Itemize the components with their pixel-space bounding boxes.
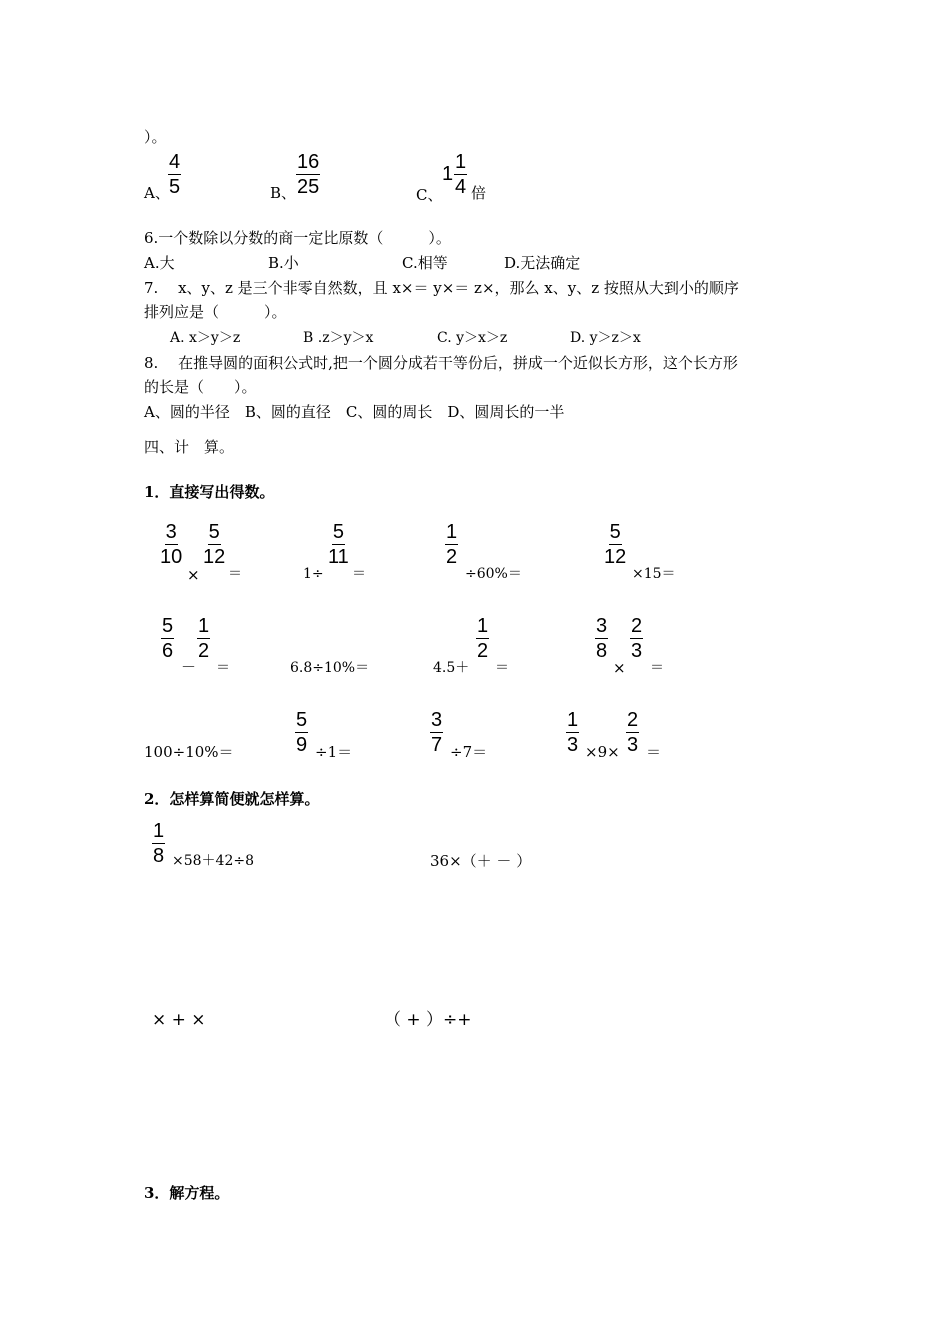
equals: ＝ (495, 660, 509, 676)
numerator: 1 (567, 709, 579, 731)
q5-option-c-whole: 1 (442, 163, 454, 185)
q7-option-b: B .z＞y＞x (303, 330, 374, 346)
numerator: 2 (631, 615, 643, 637)
expression-suffix: ×58＋42÷8 (172, 853, 254, 869)
numerator: 3 (596, 615, 608, 637)
q5-option-c-fraction (454, 151, 467, 198)
numerator: 5 (609, 521, 621, 543)
q8-options: A、圆的半径 B、圆的直径 C、圆的周长 D、圆周长的一半 (144, 403, 565, 421)
denominator: 10 (160, 546, 183, 568)
numerator: 5 (162, 615, 174, 637)
q5-option-b-fraction (296, 151, 320, 198)
denominator: 3 (567, 734, 579, 756)
expression-suffix: ÷7＝ (450, 743, 488, 761)
q8-stem-line2: 的长是（ ）。 (144, 378, 257, 396)
q5-option-c-suffix: 倍 (471, 184, 487, 202)
q7-option-c: C. y＞x＞z (437, 330, 508, 346)
expression: 36×（＋ － ） (430, 852, 532, 870)
denominator: 8 (596, 640, 608, 662)
denominator: 11 (328, 546, 349, 568)
q6-option-a: A.大 (144, 254, 175, 272)
fraction (566, 709, 579, 756)
q5-option-c-label: C、 (416, 186, 443, 204)
numerator: 5 (208, 521, 220, 543)
numerator: 1 (455, 151, 467, 173)
expression-middle: ×9× (585, 743, 620, 761)
fraction (476, 615, 489, 662)
expression-suffix: ×15＝ (632, 566, 676, 582)
denominator: 5 (169, 176, 181, 198)
numerator: 5 (296, 709, 308, 731)
expression-prefix: 1÷ (303, 566, 324, 582)
fraction (152, 820, 165, 867)
denominator: 9 (296, 734, 308, 756)
fraction (203, 521, 225, 568)
expression-prefix: 4.5＋ (433, 660, 470, 676)
numerator: 3 (431, 709, 443, 731)
fraction (595, 615, 608, 662)
q7-option-a: A. x＞y＞z (170, 330, 241, 346)
denominator: 4 (455, 176, 467, 198)
expression-suffix: ÷1＝ (315, 743, 353, 761)
operator: － (181, 658, 197, 676)
fraction (604, 521, 626, 568)
numerator: 1 (446, 521, 458, 543)
fraction (630, 615, 643, 662)
q6-stem: 6.一个数除以分数的商一定比原数（ ）。 (144, 229, 451, 247)
denominator: 12 (604, 546, 627, 568)
denominator: 25 (297, 176, 320, 198)
numerator: 4 (169, 151, 181, 173)
equals: ＝ (216, 660, 230, 676)
equals: ＝ (228, 566, 242, 582)
numerator: 1 (198, 615, 210, 637)
q6-option-c: C.相等 (402, 254, 448, 272)
denominator: 2 (477, 640, 489, 662)
denominator: 7 (431, 734, 443, 756)
expression-suffix: ÷60%＝ (465, 566, 522, 582)
fraction (197, 615, 210, 662)
denominator: 2 (198, 640, 210, 662)
denominator: 12 (203, 546, 226, 568)
q5-option-a-label: A、 (144, 184, 170, 202)
part1-title: 1．直接写出得数。 (144, 483, 275, 501)
equals: ＝ (352, 566, 366, 582)
expression: 6.8÷10%＝ (290, 660, 370, 676)
q6-option-d: D.无法确定 (504, 254, 581, 272)
expression: （ + ）÷+ (384, 1010, 472, 1030)
q7-option-d: D. y＞z＞x (570, 330, 641, 346)
denominator: 6 (162, 640, 174, 662)
numerator: 1 (153, 820, 165, 842)
part2-title: 2．怎样算简便就怎样算。 (144, 790, 320, 808)
expression: × + × (152, 1010, 206, 1030)
denominator: 2 (446, 546, 458, 568)
operator: × (613, 659, 626, 677)
q8-stem-line1: 8. 在推导圆的面积公式时,把一个圆分成若干等份后，拼成一个近似长方形，这个长方形 (144, 354, 738, 372)
q5-option-a-fraction (168, 151, 181, 198)
q5-option-b-label: B、 (270, 184, 297, 202)
fraction (430, 709, 443, 756)
fraction (445, 521, 458, 568)
q7-stem-line1: 7. x、y、z 是三个非零自然数，且 x×＝ y×＝ z×，那么 x、y、z 按照从大到小的顺序 (144, 279, 739, 297)
fraction (295, 709, 308, 756)
fraction (626, 709, 639, 756)
fraction (161, 615, 174, 662)
denominator: 3 (627, 734, 639, 756)
expression: 100÷10%＝ (144, 743, 234, 761)
numerator: 2 (627, 709, 639, 731)
operator: × (187, 566, 200, 584)
fraction (160, 521, 182, 568)
equals: ＝ (646, 743, 662, 761)
denominator: 3 (631, 640, 643, 662)
numerator: 5 (332, 521, 344, 543)
denominator: 8 (153, 845, 165, 867)
section-heading: 四、计 算。 (144, 438, 235, 456)
fraction (328, 521, 349, 568)
numerator: 1 (477, 615, 489, 637)
equals: ＝ (650, 660, 664, 676)
part3-title: 3．解方程。 (144, 1184, 230, 1202)
q5-continuation: ）。 (144, 128, 167, 146)
numerator: 16 (297, 151, 320, 173)
q6-option-b: B.小 (268, 254, 299, 272)
numerator: 3 (165, 521, 177, 543)
q7-stem-line2: 排列应是（ ）。 (144, 303, 287, 321)
